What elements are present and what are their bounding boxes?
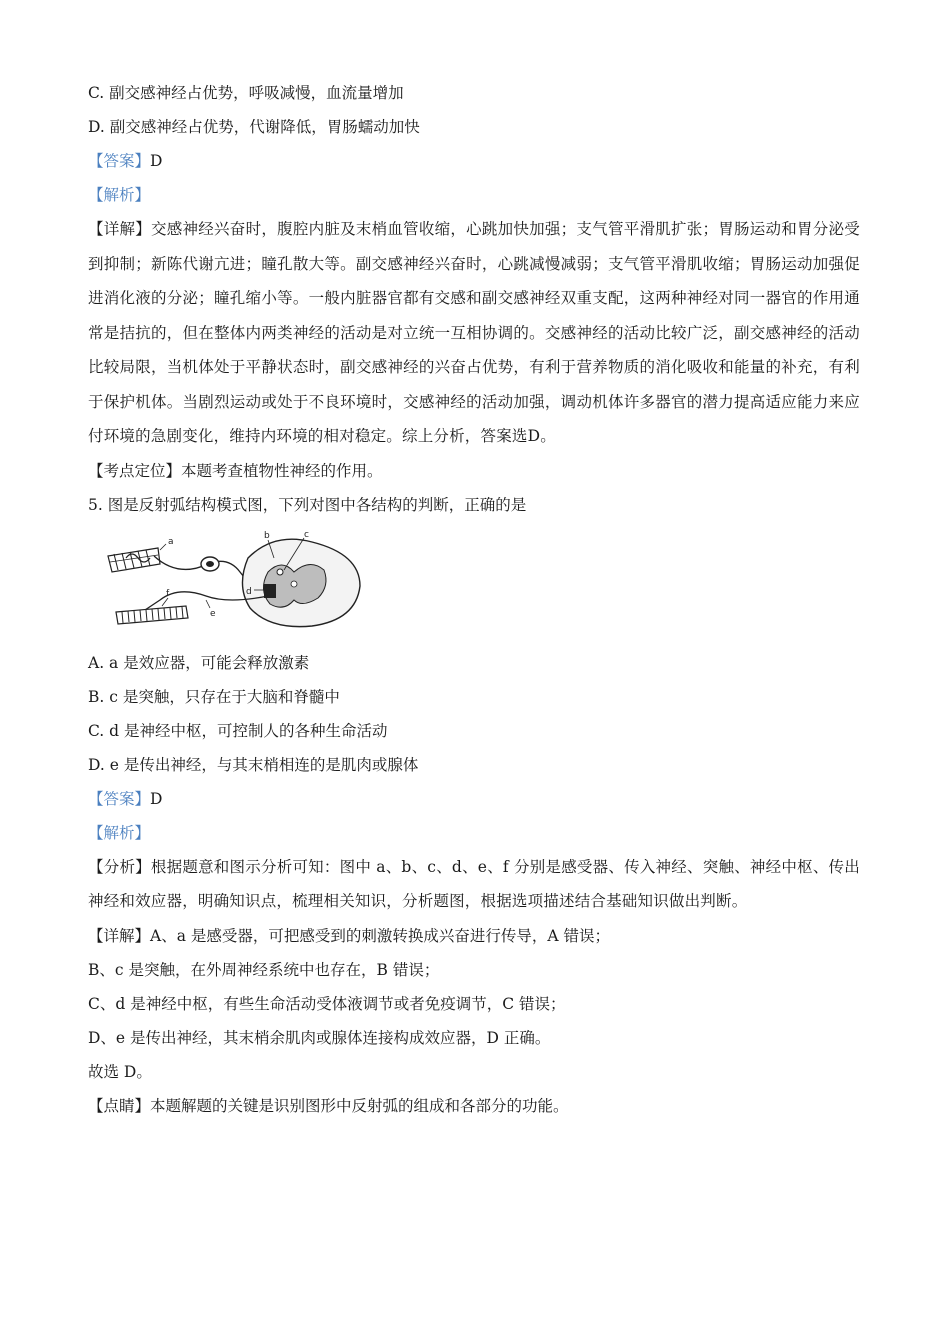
label-d: d [246,586,252,597]
q5-detail-label: 【详解】 [88,926,151,945]
q5-fenxi [88,850,860,919]
label-e: e [210,608,216,619]
q4-detail-text: 交感神经兴奋时，腹腔内脏及末梢血管收缩，心跳加快加强；支气管平滑肌扩张；胃肠运动和胃分泌受到抑制；新陈代谢亢进；瞳孔散大等。副交感神经兴奋时，心跳减慢减弱；支气管平滑肌收缩；胃肠运动加强促进消化液的分泌；瞳孔缩小等。一般内脏器官都有交感和副交感神经双重支配，这两种神经对同一器官的作用通常是拮抗的，但在整体内两类神经的活动是对立统一互相协调的。交感神经的活动比较广泛，副交感神经的活动比较局限，当机体处于平静状态时，副交感神经的兴奋占优势，有利于营养物质的消化吸收和能量的补充，有利于保护机体。当剧烈运动或处于不良环境时，交感神经的活动加强，调动机体许多器官的潜力提高适应能力来应付环境的急剧变化，维持内环境的相对稳定。综上分析，答案选D。 [88,220,860,445]
q5-detail-a-line [88,919,860,953]
label-c: c [304,529,309,540]
q4-answer-value: D [150,152,163,170]
label-a: a [168,536,174,547]
q4-answer [88,144,860,178]
synapse-c [277,569,283,575]
q4-kaodian-text: 本题考查植物性神经的作用。 [181,461,383,480]
document-page [88,76,860,1123]
q5-answer-label: 【答案】 [88,789,151,808]
q5-stem: 5. 图是反射弧结构模式图，下列对图中各结构的判断，正确的是 [88,495,527,514]
q5-option-a: A. a 是效应器，可能会释放激素 [88,653,310,672]
label-b: b [264,530,270,541]
q5-detail-a: A、a 是感受器，可把感受到的刺激转换成兴奋进行传导，A 错误； [150,926,610,945]
q5-dianjing [88,1089,860,1123]
reflex-arc-figure [98,528,368,638]
q4-option-c: C. 副交感神经占优势，呼吸减慢，血流量增加 [88,84,404,102]
q4-analysis-label: 【解析】 [88,186,151,204]
spinal-cord [242,539,360,626]
q5-fenxi-text: 根据题意和图示分析可知：图中 a、b、c、d、e、f 分别是感受器、传入神经、突触、神经中枢、传出神经和效应器，明确知识点，梳理相关知识，分析题图，根据选项描述结合基础知识做出判断。 [88,857,860,910]
q5-detail-b: B、c 是突触，在外周神经系统中也存在，B 错误； [88,960,440,979]
q4-answer-label: 【答案】 [88,152,151,170]
q5-answer-value: D [150,789,163,808]
q4-option-d: D. 副交感神经占优势，代谢降低，胃肠蠕动加快 [88,118,420,136]
q5-option-d: D. e 是传出神经，与其末梢相连的是肌肉或腺体 [88,755,419,774]
q5-dianjing-text: 本题解题的关键是识别图形中反射弧的组成和各部分的功能。 [150,1096,569,1115]
q5-detail-d: D、e 是传出神经，其末梢余肌肉或腺体连接构成效应器，D 正确。 [88,1028,551,1047]
q5-dianjing-label: 【点睛】 [88,1096,151,1115]
q5-option-b: B. c 是突触，只存在于大脑和脊髓中 [88,687,340,706]
q5-analysis-label: 【解析】 [88,823,151,842]
effector-muscle [116,606,188,624]
label-f: f [166,588,170,599]
q5-fenxi-label: 【分析】 [88,857,151,876]
q5-conclusion: 故选 D。 [88,1062,152,1081]
receptor-skin [108,548,160,572]
q4-kaodian [88,454,860,488]
q4-detail [88,212,860,454]
q4-kaodian-label: 【考点定位】 [88,461,182,480]
reflex-arc-diagram [98,528,368,638]
q5-detail-c: C、d 是神经中枢，有些生命活动受体液调节或者免疫调节，C 错误； [88,994,566,1013]
q5-option-c: C. d 是神经中枢，可控制人的各种生命活动 [88,721,388,740]
q4-detail-label: 【详解】 [88,220,152,238]
q5-answer [88,782,860,816]
